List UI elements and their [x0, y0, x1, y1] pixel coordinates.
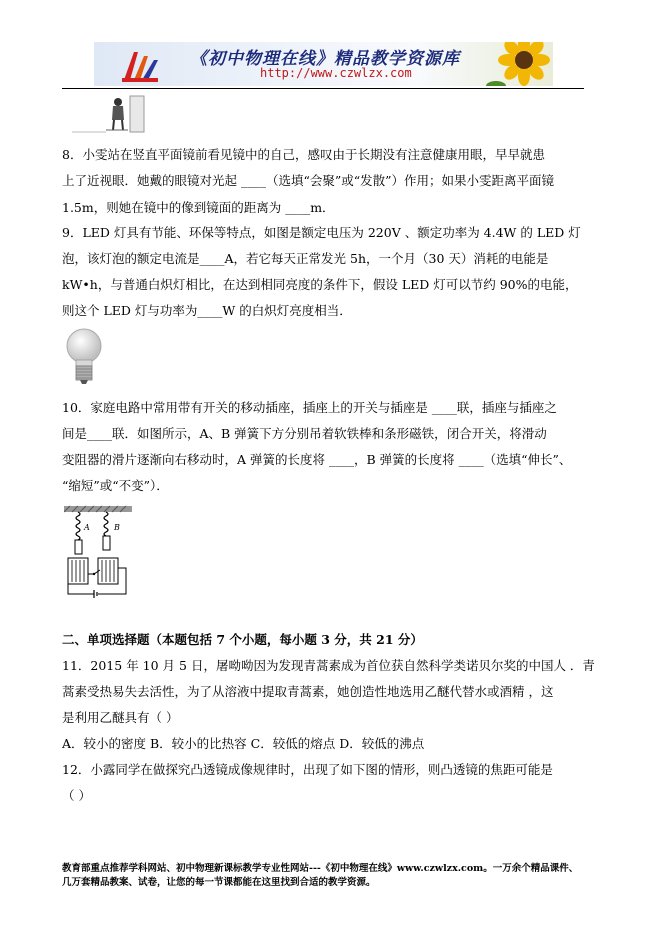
q9-line-1: 9．LED 灯具有节能、环保等特点，如图是额定电压为 220V 、额定功率为 4.4W 的 LED 灯: [62, 225, 581, 240]
q10-line-2: 间是____联．如图所示，A、B 弹簧下方分别吊着软铁棒和条形磁铁，闭合开关，将滑动: [62, 426, 547, 441]
header-url: http://www.czwlzx.com: [260, 66, 412, 80]
spring-a-label: A: [84, 523, 90, 532]
q8-line-3: 1.5m，则她在镜中的像到镜面的距离为 ____m．: [62, 200, 335, 215]
q10-line-1: 10．家庭电路中常用带有开关的移动插座，插座上的开关与插座是 ____联，插座与插座之: [62, 400, 557, 415]
q9-line-4: 则这个 LED 灯与功率为____W 的白炽灯亮度相当．: [62, 303, 352, 318]
q11-line-1: 11．2015 年 10 月 5 日，屠呦呦因为发现青蒿素成为首位获自然科学类诺贝尔奖的中国人 ．青: [62, 658, 595, 673]
q9-line-2: 泡，该灯泡的额定电流是____A，若它每天正常发光 5h，一个月（30 天）消耗的电能是: [62, 251, 549, 266]
led-bulb-figure: [64, 326, 104, 388]
header-divider: [62, 88, 584, 89]
q8-line-1: 8．小雯站在竖直平面镜前看见镜中的自己，感叹由于长期没有注意健康用眼，早早就患: [62, 147, 545, 162]
header-title: 《初中物理在线》精品教学资源库: [190, 49, 460, 69]
q12-line-1: 12．小露同学在做探究凸透镜成像规律时，出现了如下图的情形，则凸透镜的焦距可能是: [62, 762, 553, 777]
spring-b-label: B: [114, 523, 120, 532]
q10-line-3: 变阻器的滑片逐渐向右移动时，A 弹簧的长度将 ____，B 弹簧的长度将 ____（选填“伸长”、: [62, 452, 572, 467]
q11-line-3: 是利用乙醚具有（ ）: [62, 710, 179, 725]
q8-line-2: 上了近视眼．她戴的眼镜对光起 ____（选填“会聚”或“发散”）作用；如果小雯距离平面镜: [62, 173, 555, 188]
girl-mirror-figure: [66, 94, 148, 136]
q11-options: A．较小的密度 B．较小的比热容 C．较低的熔点 D．较低的沸点: [62, 736, 425, 751]
spring-circuit-figure: [64, 504, 132, 598]
section-2-heading: 二、单项选择题（本题包括 7 个小题，每小题 3 分，共 21 分）: [62, 632, 423, 647]
sunflower-icon: [484, 42, 553, 86]
q9-line-3: kW•h，与普通白炽灯相比，在达到相同亮度的条件下，假设 LED 灯可以节约 90%的电能，: [62, 277, 578, 292]
footer-line-1: 教育部重点推荐学科网站、初中物理新课标教学专业性网站---《初中物理在线》www.czwlzx.com。一万余个精品课件、: [62, 863, 579, 874]
q12-line-2: （ ）: [62, 788, 91, 803]
q11-line-2: 蒿素受热易失去活性，为了从溶液中提取青蒿素，她创造性地选用乙醚代替水或酒精 ，这: [62, 684, 554, 699]
site-logo-icon: [120, 46, 160, 84]
page-footer: [62, 862, 578, 890]
q10-line-4: “缩短”或“不变”）．: [62, 478, 169, 493]
header-banner: [94, 42, 553, 86]
footer-line-2: 几万套精品教案、试卷，让您的每一节课都能在这里找到合适的教学资源。: [62, 877, 376, 888]
